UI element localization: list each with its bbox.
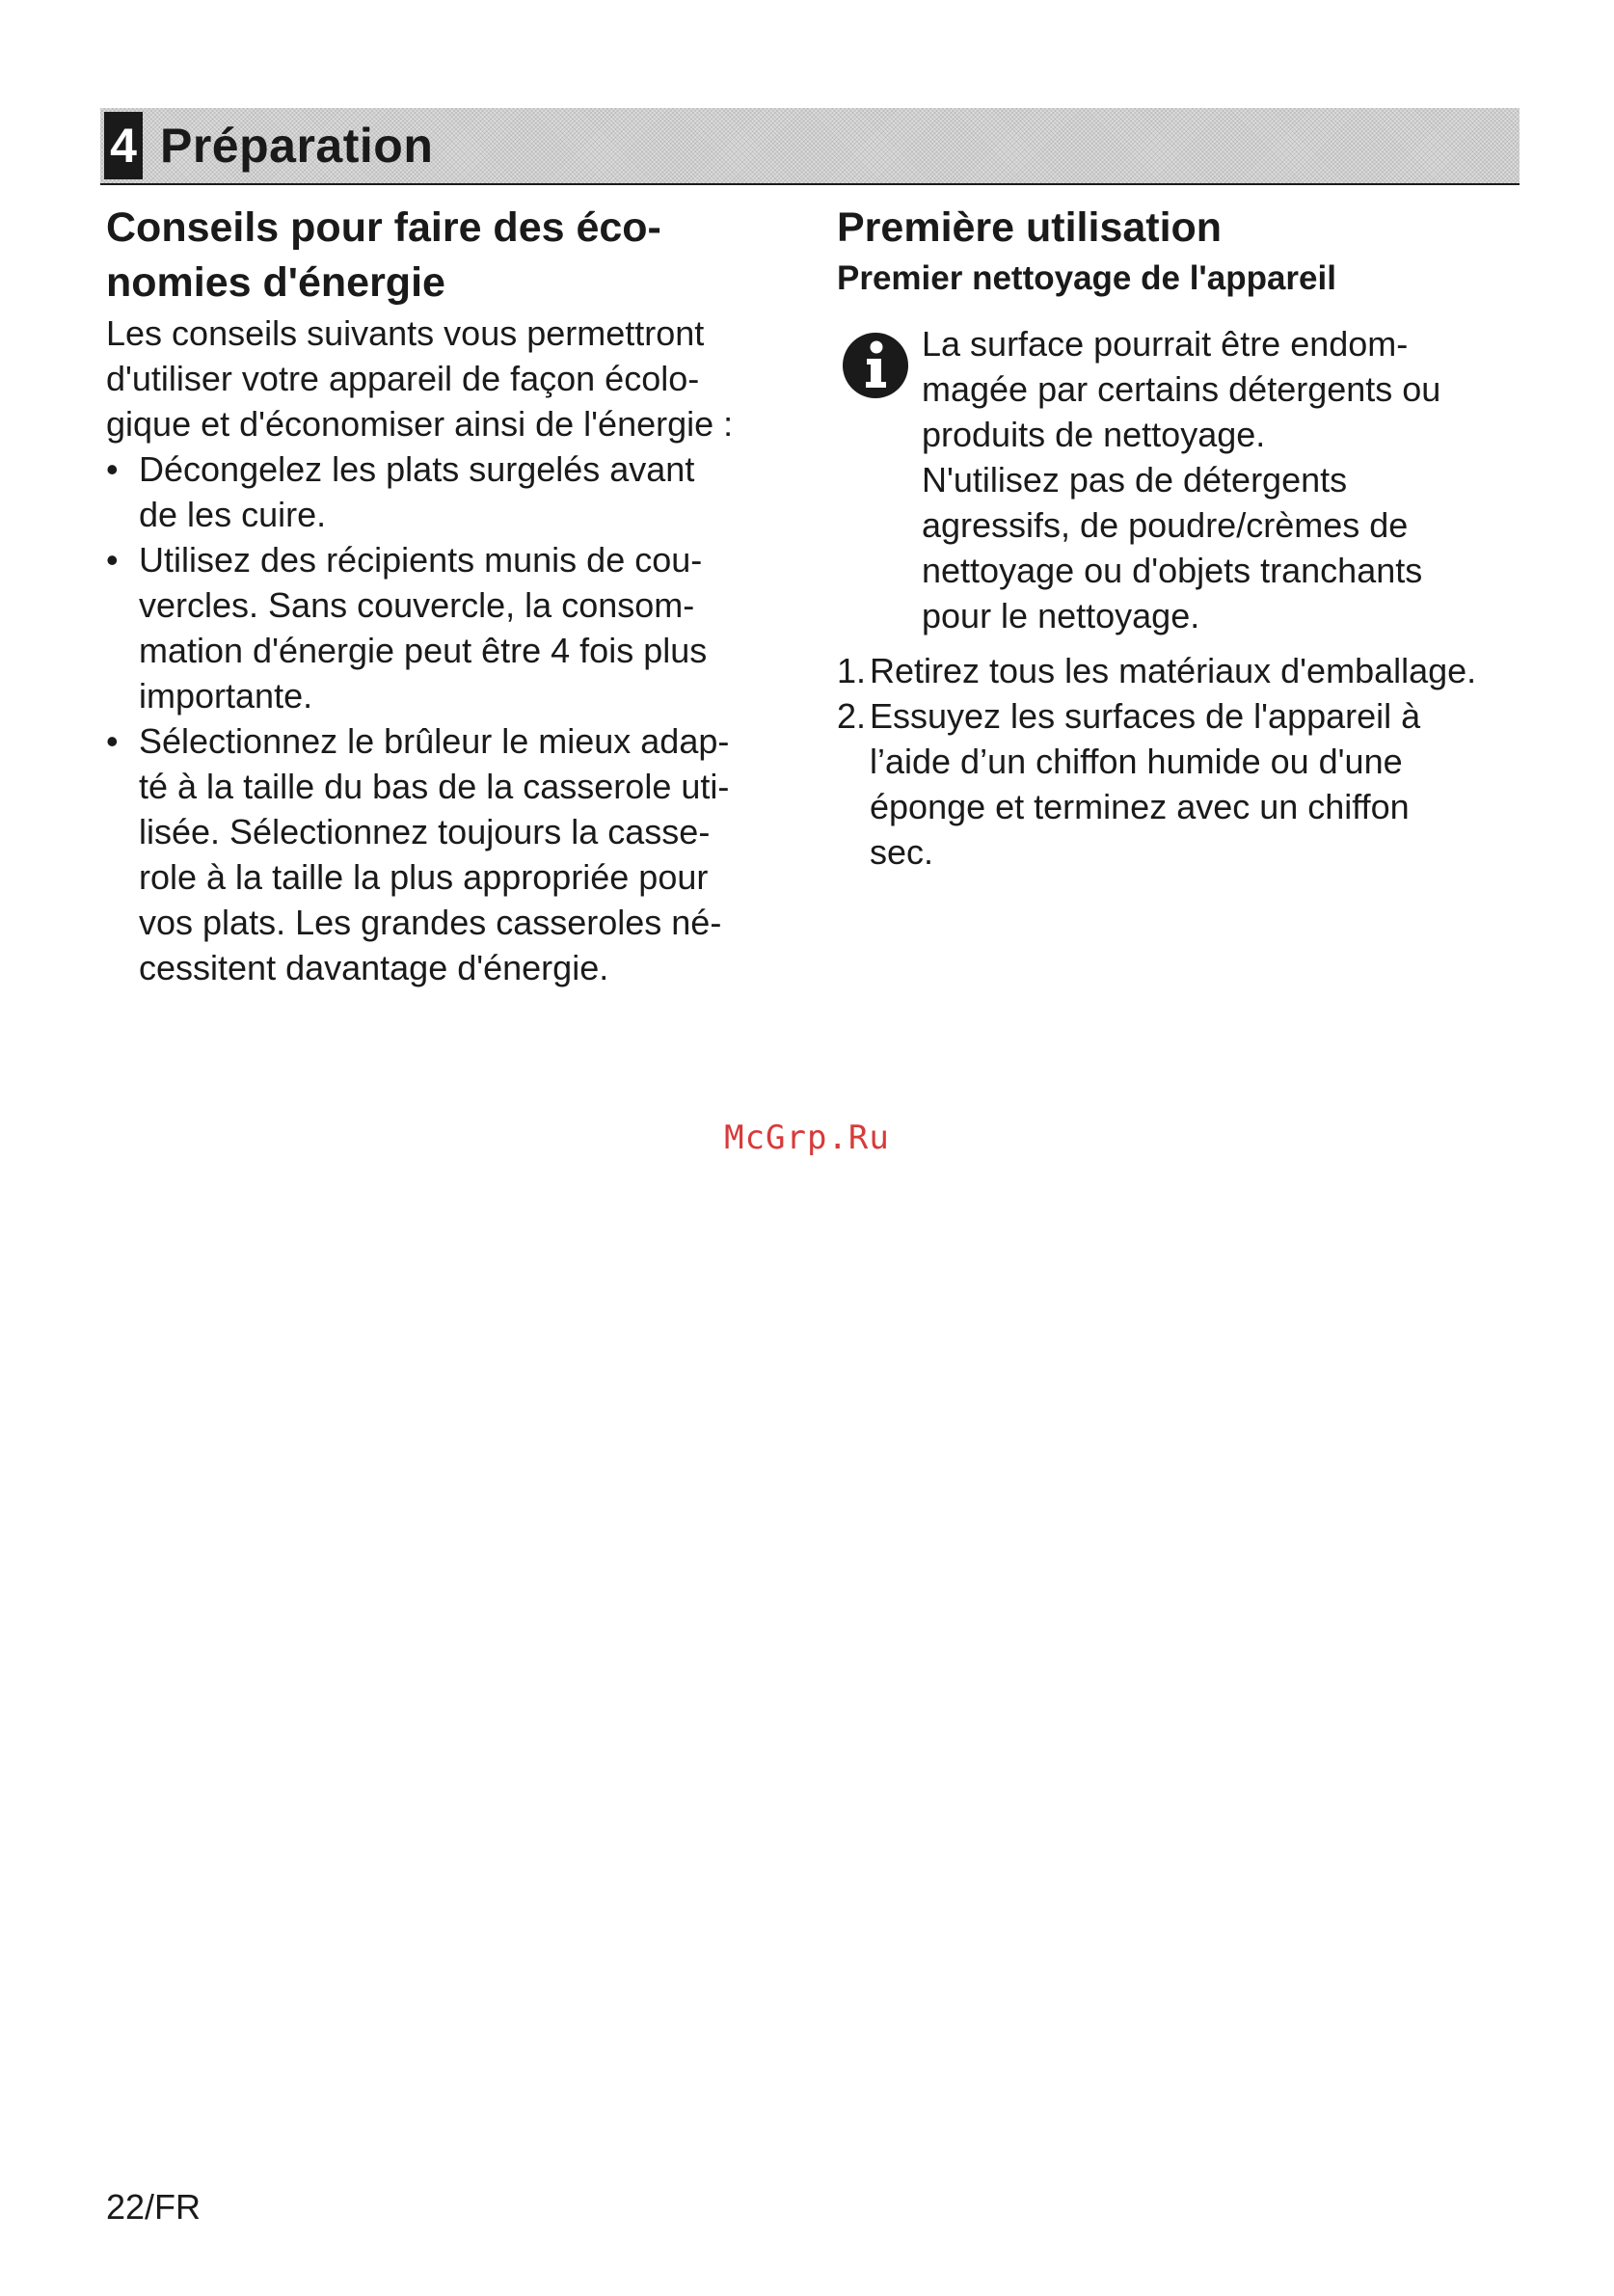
tip-line: cessitent davantage d'énergie. bbox=[139, 948, 609, 987]
first-use-heading: Première utilisation bbox=[837, 204, 1223, 251]
cleaning-step bbox=[837, 648, 1531, 693]
info-line: produits de nettoyage. bbox=[922, 415, 1266, 454]
right-column bbox=[837, 201, 1531, 875]
cleaning-steps-list bbox=[837, 648, 1531, 875]
info-line: magée par certains détergents ou bbox=[922, 369, 1441, 409]
first-cleaning-subheading: Premier nettoyage de l'appareil bbox=[837, 259, 1336, 297]
step-line: Retirez tous les matériaux d'emballage. bbox=[870, 651, 1477, 690]
bullet-marker: • bbox=[106, 540, 119, 580]
energy-tip-item bbox=[106, 537, 800, 718]
tip-line: de les cuire. bbox=[139, 495, 327, 534]
info-line: N'utilisez pas de détergents bbox=[922, 460, 1348, 500]
cleaning-step bbox=[837, 693, 1531, 875]
step-number: 1. bbox=[837, 651, 867, 690]
intro-line: gique et d'économiser ainsi de l'énergie : bbox=[106, 404, 734, 444]
tip-line: Décongelez les plats surgelés avant bbox=[139, 449, 695, 489]
tip-line: vercles. Sans couvercle, la consom- bbox=[139, 585, 695, 625]
step-line: Essuyez les surfaces de l'appareil à bbox=[870, 696, 1421, 736]
energy-tip-item bbox=[106, 446, 800, 537]
tip-line: vos plats. Les grandes casseroles né- bbox=[139, 903, 722, 942]
step-line: éponge et terminez avec un chiffon bbox=[870, 787, 1410, 826]
energy-tips-list bbox=[106, 446, 800, 990]
step-line: l’aide d’un chiffon humide ou d'une bbox=[870, 742, 1403, 781]
tip-line: lisée. Sélectionnez toujours la casse- bbox=[139, 812, 711, 851]
energy-saving-intro bbox=[106, 311, 800, 446]
tip-line: Sélectionnez le brûleur le mieux adap- bbox=[139, 721, 730, 761]
energy-tip-item bbox=[106, 718, 800, 990]
info-line: pour le nettoyage. bbox=[922, 596, 1200, 635]
energy-saving-heading-line-2: nomies d'énergie bbox=[106, 259, 445, 306]
energy-saving-heading-line-1: Conseils pour faire des éco- bbox=[106, 204, 661, 251]
watermark: McGrp.Ru bbox=[724, 1119, 890, 1157]
left-column bbox=[106, 201, 800, 990]
section-header bbox=[100, 108, 1520, 185]
info-icon bbox=[841, 331, 910, 400]
intro-line: Les conseils suivants vous permettront bbox=[106, 313, 705, 353]
section-number: 4 bbox=[104, 112, 143, 179]
info-line: La surface pourrait être endom- bbox=[922, 324, 1409, 364]
intro-line: d'utiliser votre appareil de façon écolo- bbox=[106, 359, 700, 398]
section-title: Préparation bbox=[160, 119, 434, 173]
step-line: sec. bbox=[870, 832, 934, 872]
tip-line: Utilisez des récipients munis de cou- bbox=[139, 540, 703, 580]
info-line: nettoyage ou d'objets tranchants bbox=[922, 551, 1423, 590]
tip-line: importante. bbox=[139, 676, 313, 716]
bullet-marker: • bbox=[106, 449, 119, 489]
tip-line: role à la taille la plus appropriée pour bbox=[139, 857, 709, 897]
bullet-marker: • bbox=[106, 721, 119, 761]
energy-saving-heading bbox=[106, 201, 800, 311]
tip-line: té à la taille du bas de la casserole uti- bbox=[139, 767, 730, 806]
page-number: 22/FR bbox=[106, 2187, 202, 2227]
info-note-text bbox=[922, 321, 1531, 638]
tip-line: mation d'énergie peut être 4 fois plus bbox=[139, 631, 708, 670]
info-note bbox=[837, 321, 1531, 638]
info-line: agressifs, de poudre/crèmes de bbox=[922, 505, 1409, 545]
step-number: 2. bbox=[837, 696, 867, 736]
